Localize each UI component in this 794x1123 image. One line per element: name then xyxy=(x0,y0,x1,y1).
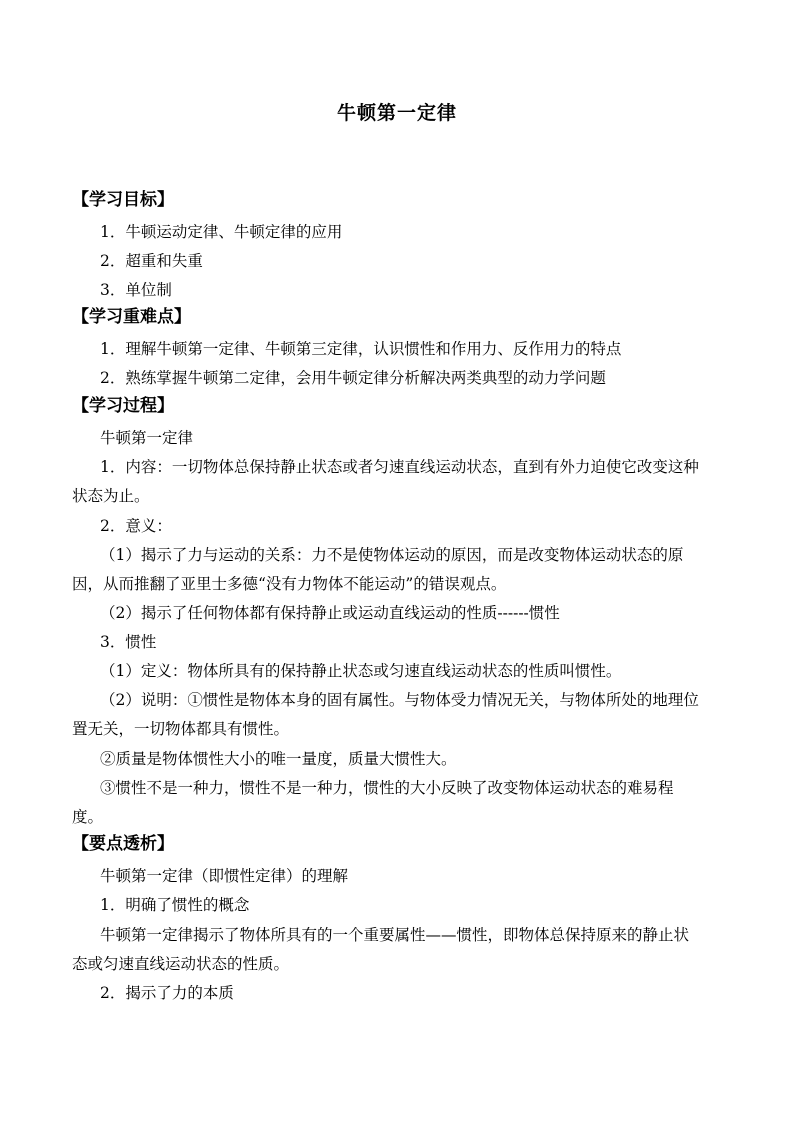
content-line-1b: 状态为止。 xyxy=(72,487,150,505)
difficulty-item-2: 2．熟练掌握牛顿第二定律，会用牛顿定律分析解决两类典型的动力学问题 xyxy=(100,369,606,387)
goal-item-3: 3．单位制 xyxy=(100,281,172,299)
analysis-subtitle: 牛顿第一定律（即惯性定律）的理解 xyxy=(100,867,349,885)
inertia-line-2b: 置无关，一切物体都具有惯性。 xyxy=(72,720,290,738)
meaning-heading: 2．意义： xyxy=(100,517,172,535)
analysis-heading: 【要点透析】 xyxy=(72,834,174,854)
process-heading: 【学习过程】 xyxy=(72,396,174,416)
content-line-1: 1．内容：一切物体总保持静止状态或者匀速直线运动状态，直到有外力迫使它改变这种 xyxy=(100,458,699,476)
goals-heading: 【学习目标】 xyxy=(72,190,174,210)
inertia-line-3: ②质量是物体惯性大小的唯一量度，质量大惯性大。 xyxy=(100,750,457,768)
difficulty-item-1: 1．理解牛顿第一定律、牛顿第三定律，认识惯性和作用力、反作用力的特点 xyxy=(100,340,622,358)
point-1-text: 牛顿第一定律揭示了物体所具有的一个重要属性——惯性，即物体总保持原来的静止状 xyxy=(100,926,690,944)
meaning-line-2: （2）揭示了任何物体都有保持静止或运动直线运动的性质------惯性 xyxy=(100,604,560,622)
difficulties-heading: 【学习重难点】 xyxy=(72,307,191,327)
point-1-heading: 1．明确了惯性的概念 xyxy=(100,896,250,914)
inertia-line-1: （1）定义：物体所具有的保持静止状态或匀速直线运动状态的性质叫惯性。 xyxy=(100,662,622,680)
point-1-textb: 态或匀速直线运动状态的性质。 xyxy=(72,955,290,973)
meaning-line-1: （1）揭示了力与运动的关系：力不是使物体运动的原因，而是改变物体运动状态的原 xyxy=(100,546,684,564)
meaning-line-1b: 因，从而推翻了亚里士多德“没有力物体不能运动”的错误观点。 xyxy=(72,575,507,593)
goal-item-1: 1．牛顿运动定律、牛顿定律的应用 xyxy=(100,223,343,241)
process-subtitle: 牛顿第一定律 xyxy=(100,429,194,447)
inertia-heading: 3．惯性 xyxy=(100,633,157,651)
goal-item-2: 2．超重和失重 xyxy=(100,252,203,270)
point-2-heading: 2．揭示了力的本质 xyxy=(100,984,234,1002)
page-title: 牛顿第一定律 xyxy=(336,102,457,124)
inertia-line-4: ③惯性不是一种力，惯性不是一种力，惯性的大小反映了改变物体运动状态的难易程 xyxy=(100,779,674,797)
inertia-line-4b: 度。 xyxy=(72,808,104,826)
inertia-line-2: （2）说明：①惯性是物体本身的固有属性。与物体受力情况无关，与物体所处的地理位 xyxy=(100,691,699,709)
